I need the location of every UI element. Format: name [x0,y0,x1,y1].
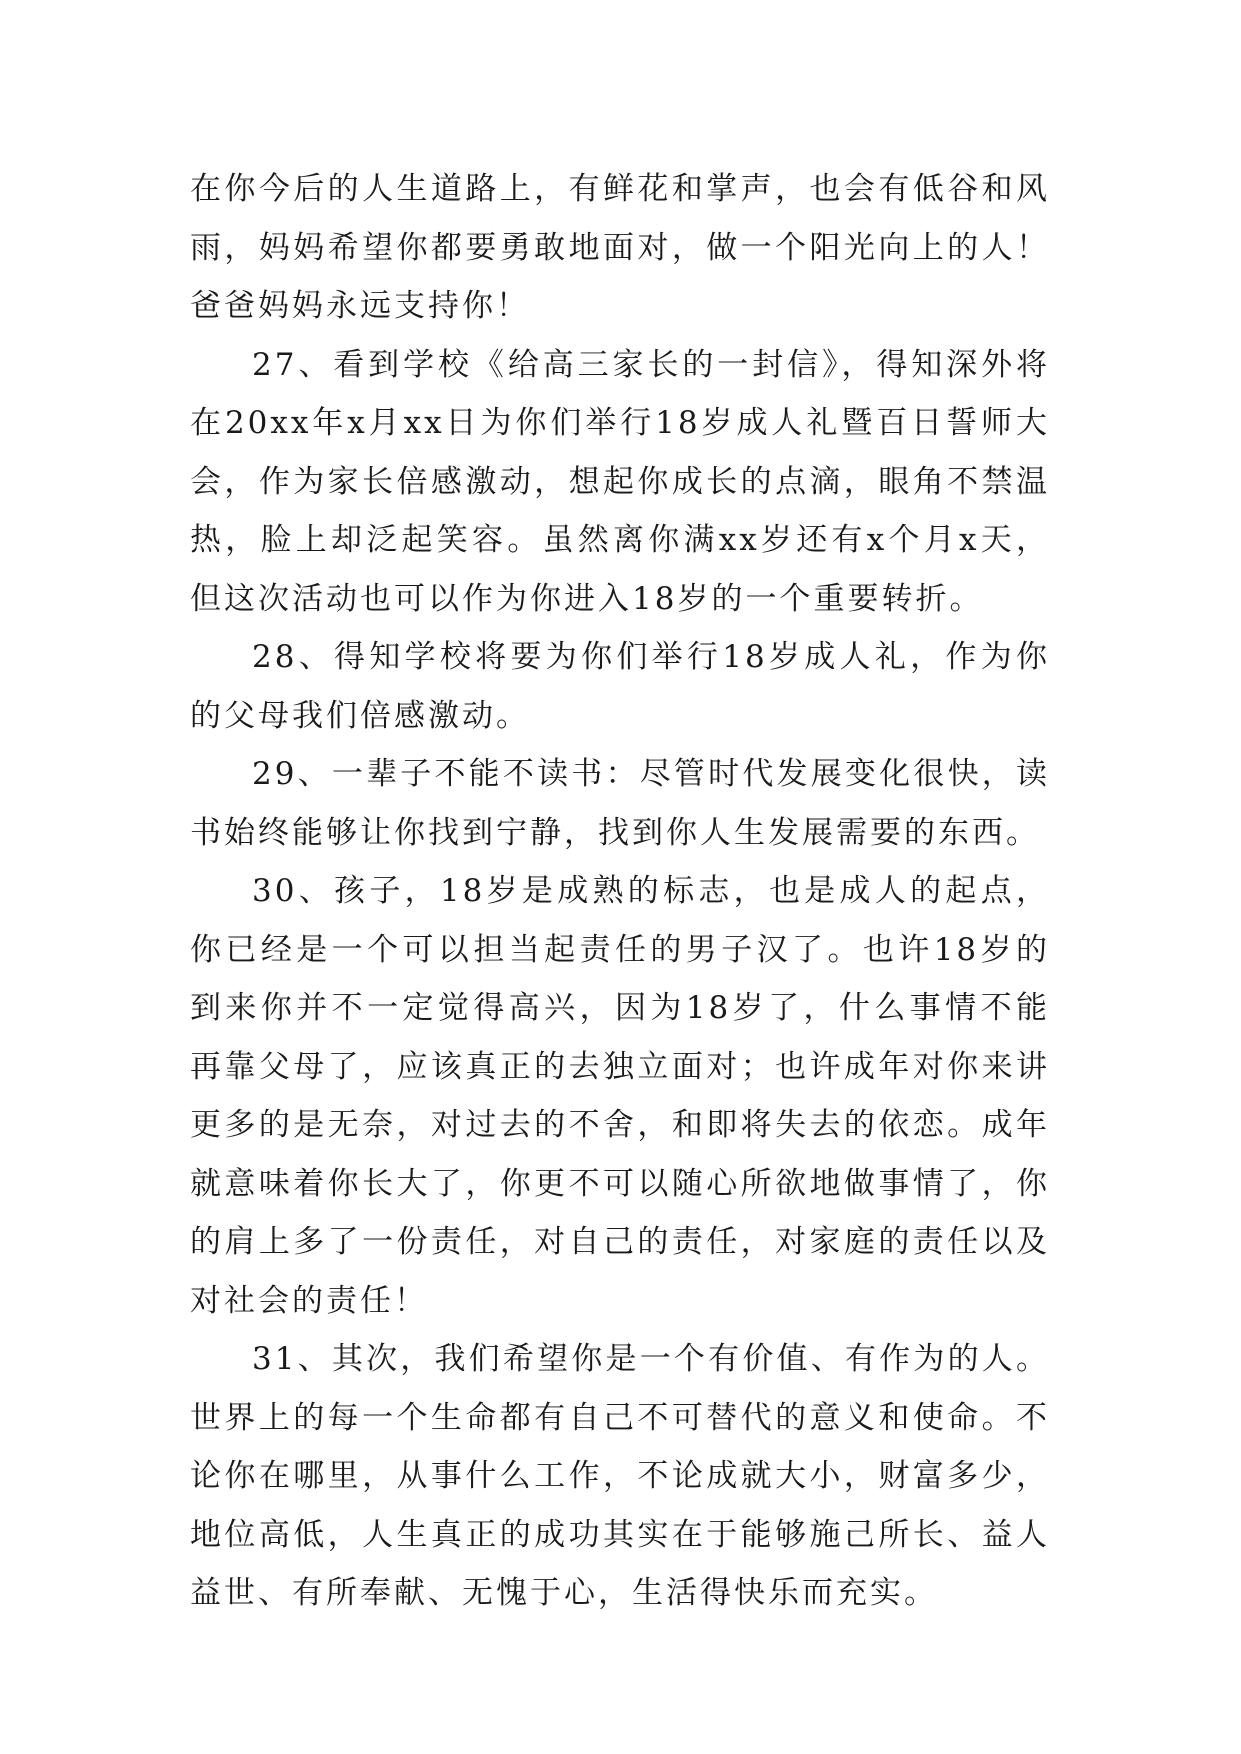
paragraph-27: 27、看到学校《给高三家长的一封信》，得知深外将在20xx年x月xx日为你们举行18岁成人礼暨百日誓师大会，作为家长倍感激动，想起你成长的点滴，眼角不禁温热，脸上却泛起笑容。虽然离你满xx岁还有x个月x天，但这次活动也可以作为你进入18岁的一个重要转折。 [190,346,1050,617]
paragraph-30: 30、孩子，18岁是成熟的标志，也是成人的起点，你已经是一个可以担当起责任的男子汉了。也许18岁的到来你并不一定觉得高兴，因为18岁了，什么事情不能再靠父母了，应该真正的去独立面对；也许成年对你来讲更多的是无奈，对过去的不舍，和即将失去的依恋。成年就意味着你长大了，你更不可以随心所欲地做事情了，你的肩上多了一份责任，对自己的责任，对家庭的责任以及对社会的责任！ [190,873,1050,1319]
paragraph-31: 31、其次，我们希望你是一个有价值、有作为的人。世界上的每一个生命都有自己不可替代的意义和使命。不论你在哪里，从事什么工作，不论成就大小，财富多少，地位高低，人生真正的成功其实在于能够施己所长、益人益世、有所奉献、无愧于心，生活得快乐而充实。 [190,1341,1050,1611]
paragraph-continuation: 在你今后的人生道路上，有鲜花和掌声，也会有低谷和风雨，妈妈希望你都要勇敢地面对，做一个阳光向上的人！爸爸妈妈永远支持你！ [190,171,1050,324]
document-body [190,160,1050,1623]
paragraph-28: 28、得知学校将要为你们举行18岁成人礼，作为你的父母我们倍感激动。 [190,639,1050,734]
paragraph-29: 29、一辈子不能不读书：尽管时代发展变化很快，读书始终能够让你找到宁静，找到你人生发展需要的东西。 [190,756,1050,851]
